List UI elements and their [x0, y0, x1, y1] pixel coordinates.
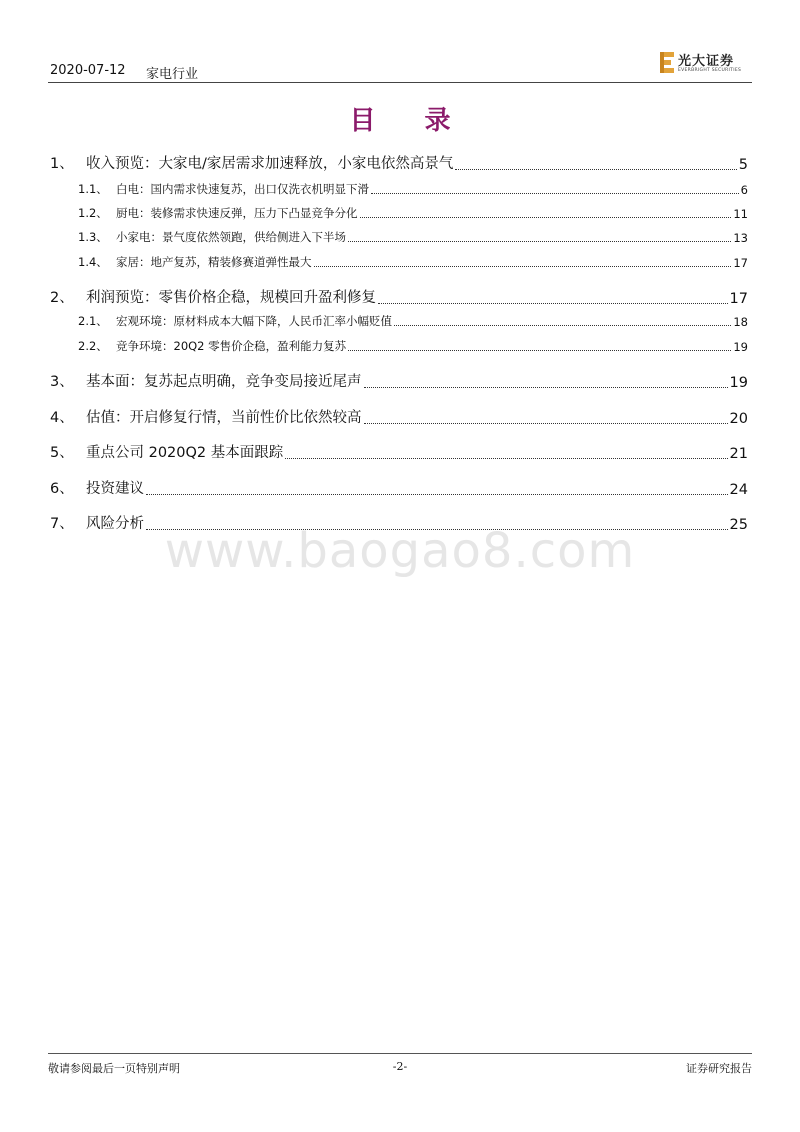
toc-entry-number: 1.2、 [78, 206, 108, 220]
toc-title: 目 录 [349, 106, 471, 136]
page-header [48, 50, 752, 80]
header-rule [48, 82, 752, 83]
toc-entry-number: 7、 [50, 516, 74, 532]
toc-leader-dots [314, 266, 732, 267]
toc-entry-label: 宏观环境：原材料成本大幅下降，人民币汇率小幅贬值 [116, 314, 392, 328]
toc-entry-label: 估值：开启修复行情，当前性价比依然较高 [86, 410, 362, 426]
toc-entry-label: 竞争环境：20Q2 零售价企稳，盈利能力复苏 [116, 339, 347, 353]
toc-entry-page: 19 [733, 340, 748, 354]
toc-entry[interactable] [48, 313, 748, 329]
toc-entry-page: 25 [729, 517, 748, 533]
toc-entry[interactable] [48, 181, 748, 197]
toc-entry-page: 6 [740, 183, 748, 197]
toc-entry[interactable] [48, 229, 748, 245]
toc-leader-dots [360, 217, 732, 218]
everbright-logo [660, 50, 752, 78]
toc-entry-number: 2.2、 [78, 339, 108, 353]
toc-entry-label: 收入预览：大家电/家居需求加速释放，小家电依然高景气 [86, 156, 454, 172]
toc-entry-number: 1、 [50, 156, 74, 172]
toc-entry-page: 17 [729, 291, 748, 307]
industry-label: 家电行业 [146, 67, 199, 82]
toc-entry-page: 5 [738, 157, 748, 173]
watermark: www.baogao8.com [164, 523, 636, 579]
toc-entry-label: 白电：国内需求快速复苏，出口仅洗衣机明显下滑 [116, 182, 369, 196]
toc-leader-dots [285, 458, 727, 459]
toc-entry-page: 24 [729, 482, 748, 498]
everbright-logo-icon [660, 52, 674, 74]
toc-leader-dots [378, 303, 728, 304]
toc-entry-number: 2、 [50, 290, 74, 306]
toc-entry-number: 2.1、 [78, 314, 108, 328]
toc-leader-dots [371, 193, 739, 194]
report-date: 2020-07-12 [50, 63, 126, 78]
toc-entry-number: 1.1、 [78, 182, 108, 196]
toc-entry-page: 18 [733, 315, 748, 329]
toc-entry[interactable] [48, 370, 748, 391]
toc-entry-number: 3、 [50, 374, 74, 390]
toc-entry[interactable] [48, 406, 748, 427]
toc-entry-label: 投资建议 [86, 481, 144, 497]
footer-rule [48, 1053, 752, 1054]
toc-leader-dots [348, 241, 731, 242]
toc-entry[interactable] [48, 477, 748, 498]
toc-entry-number: 1.4、 [78, 255, 108, 269]
toc-leader-dots [394, 325, 731, 326]
toc-entry[interactable] [48, 254, 748, 270]
toc-leader-dots [348, 350, 731, 351]
logo-chinese-name: 光大证券 [678, 54, 735, 69]
toc-entry-page: 13 [733, 231, 748, 245]
toc-entry[interactable] [48, 152, 748, 173]
toc-entry-number: 6、 [50, 481, 74, 497]
toc-entry-page: 11 [733, 207, 748, 221]
footer-disclaimer: 敬请参阅最后一页特别声明 [48, 1062, 180, 1075]
toc-entry[interactable] [48, 441, 748, 462]
toc-entry-number: 5、 [50, 445, 74, 461]
toc-entry-page: 21 [729, 446, 748, 462]
toc-entry[interactable] [48, 286, 748, 307]
page-footer [48, 1053, 752, 1077]
toc-entry-page: 19 [729, 375, 748, 391]
footer-report-type: 证券研究报告 [686, 1062, 752, 1075]
toc-entry-number: 1.3、 [78, 230, 108, 244]
toc-leader-dots [146, 494, 728, 495]
toc-leader-dots [364, 423, 728, 424]
toc-entry-number: 4、 [50, 410, 74, 426]
toc-entry-label: 重点公司 2020Q2 基本面跟踪 [86, 445, 284, 461]
page-number: -2- [392, 1060, 408, 1073]
toc-entry-label: 基本面：复苏起点明确，竞争变局接近尾声 [86, 374, 362, 390]
toc-entry-label: 小家电：景气度依然领跑，供给侧进入下半场 [116, 230, 346, 244]
toc-leader-dots [364, 387, 728, 388]
toc-leader-dots [455, 169, 736, 170]
toc-entry-label: 风险分析 [86, 516, 144, 532]
toc-entry-label: 家居：地产复苏，精装修赛道弹性最大 [116, 255, 312, 269]
toc-entry-page: 17 [733, 256, 748, 270]
toc-entry-label: 利润预览：零售价格企稳，规模回升盈利修复 [86, 290, 376, 306]
logo-english-name: EVERBRIGHT SECURITIES [678, 68, 742, 73]
toc-entry-page: 20 [729, 411, 748, 427]
toc-entry[interactable] [48, 338, 748, 354]
toc-entry-label: 厨电：装修需求快速反弹，压力下凸显竞争分化 [116, 206, 358, 220]
toc-entry[interactable] [48, 205, 748, 221]
